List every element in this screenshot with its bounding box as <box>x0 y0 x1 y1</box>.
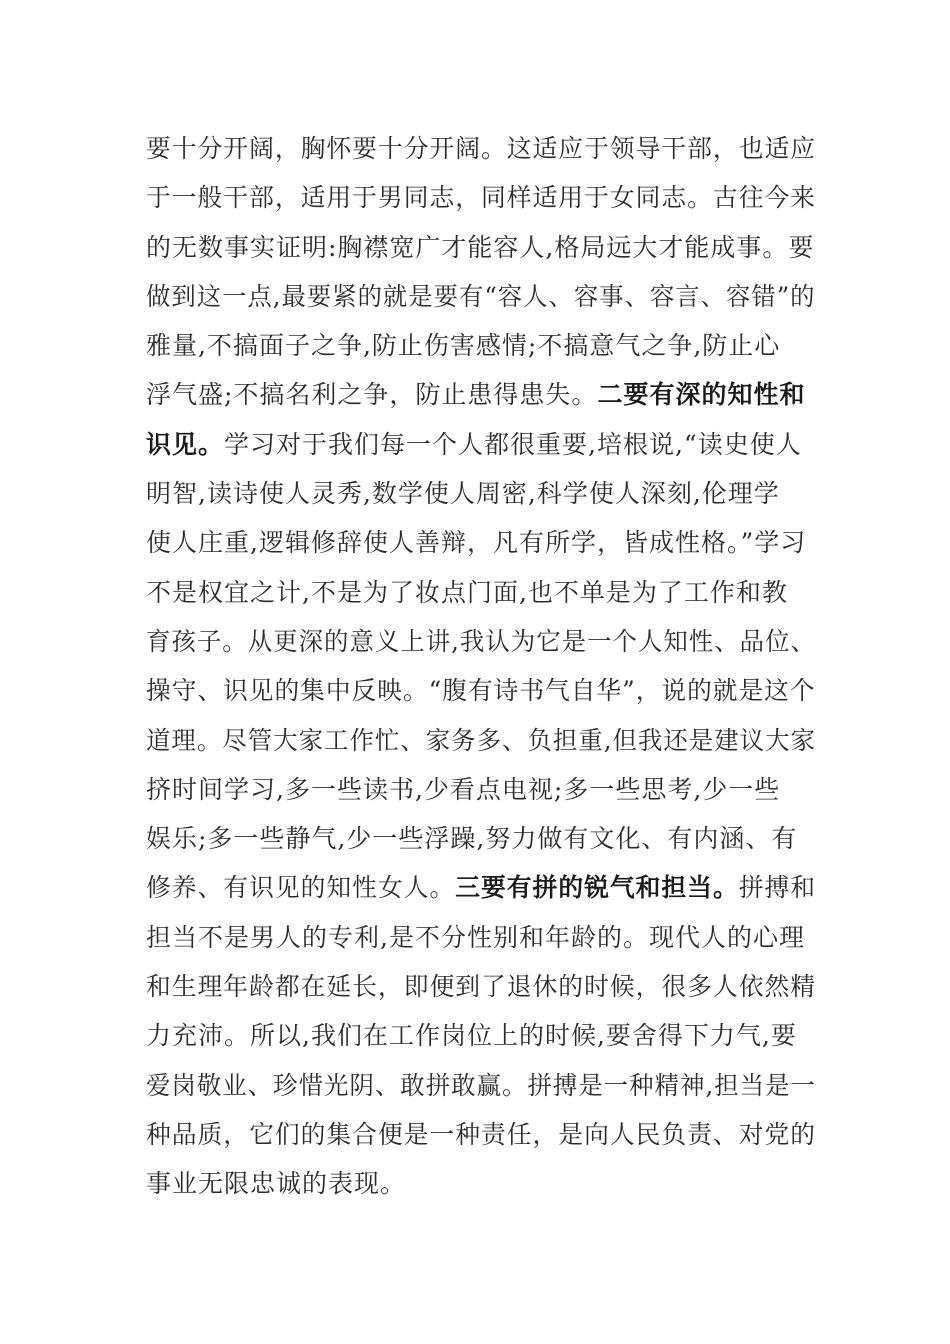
text-segment: 浮气盛;不搞名利之争，防止患得患失。 <box>146 380 598 410</box>
text-segment: 做到这一点,最要紧的就是要有“容人、容事、容言、容错”的 <box>146 281 816 311</box>
text-segment: 道理。尽管大家工作忙、家务多、负担重,但我还是建议大家 <box>146 725 816 755</box>
text-line <box>146 1159 816 1208</box>
text-segment: 要十分开阔，胸怀要十分开阔。这适应于领导干部，也适应 <box>146 134 817 163</box>
text-line <box>146 1110 817 1159</box>
text-segment: 和生理年龄都在延长，即便到了退休的时候，很多人依然精 <box>146 972 817 1002</box>
text-line <box>146 173 817 222</box>
text-segment: 力充沛。所以,我们在工作岗位上的时候,要舍得下力气,要 <box>146 1021 797 1051</box>
text-segment: 挤时间学习,多一些读书,少看点电视;多一些思考,少一些 <box>146 774 781 804</box>
text-segment: 拼搏和 <box>738 873 817 903</box>
text-line <box>146 568 816 617</box>
text-line <box>146 962 817 1011</box>
text-segment: 学习对于我们每一个人都很重要,培根说,“读史使人 <box>224 429 802 459</box>
text-line <box>146 272 816 321</box>
text-segment: 修养、有识见的知性女人。 <box>146 873 456 903</box>
text-segment: 娱乐;多一些静气,少一些浮躁,努力做有文化、有内涵、有 <box>146 824 798 854</box>
text-line <box>146 469 816 518</box>
text-line <box>146 124 817 173</box>
text-line <box>146 913 816 962</box>
body-text <box>146 124 816 1209</box>
text-segment: 事业无限忠诚的表现。 <box>146 1169 407 1199</box>
text-segment: 育孩子。从更深的意义上讲,我认为它是一个人知性、品位、 <box>146 626 816 656</box>
text-segment: 明智,读诗使人灵秀,数学使人周密,科学使人深刻,伦理学 <box>146 479 780 509</box>
text-segment: 雅量,不搞面子之争,防止伤害感情;不搞意气之争,防止心 <box>146 331 781 361</box>
bold-heading-segment: 二要有深的知性和 <box>597 380 806 410</box>
text-line <box>146 518 816 567</box>
text-line <box>146 666 816 715</box>
text-line <box>146 716 816 765</box>
text-line <box>146 617 816 666</box>
text-segment: 的无数事实证明:胸襟宽广才能容人,格局远大才能成事。要 <box>146 232 815 262</box>
text-line <box>146 765 816 814</box>
text-line <box>146 223 816 272</box>
text-line <box>146 1061 816 1110</box>
text-line <box>146 1011 816 1060</box>
text-line <box>146 321 816 370</box>
text-line <box>146 420 816 469</box>
bold-heading-segment: 三要有拼的锐气和担当。 <box>455 873 739 903</box>
text-segment: 不是权宜之计,不是为了妆点门面,也不单是为了工作和教 <box>146 577 788 607</box>
text-line <box>146 814 816 863</box>
text-segment: 使人庄重,逻辑修辞使人善辩，凡有所学，皆成性格。”学习 <box>146 528 807 558</box>
text-segment: 爱岗敬业、珍惜光阴、敢拼敢赢。拼搏是一种精神,担当是一 <box>146 1070 816 1100</box>
text-line <box>146 370 816 419</box>
text-segment: 种品质，它们的集合便是一种责任，是向人民负责、对党的 <box>146 1119 817 1149</box>
text-segment: 操守、识见的集中反映。“腹有诗书气自华”，说的就是这个 <box>146 676 816 706</box>
text-segment: 担当不是男人的专利,是不分性别和年龄的。现代人的心理 <box>146 922 805 952</box>
text-segment: 于一般干部，适用于男同志，同样适用于女同志。古往今来 <box>146 183 817 213</box>
bold-heading-segment: 识见。 <box>146 429 225 459</box>
text-line <box>146 863 817 912</box>
